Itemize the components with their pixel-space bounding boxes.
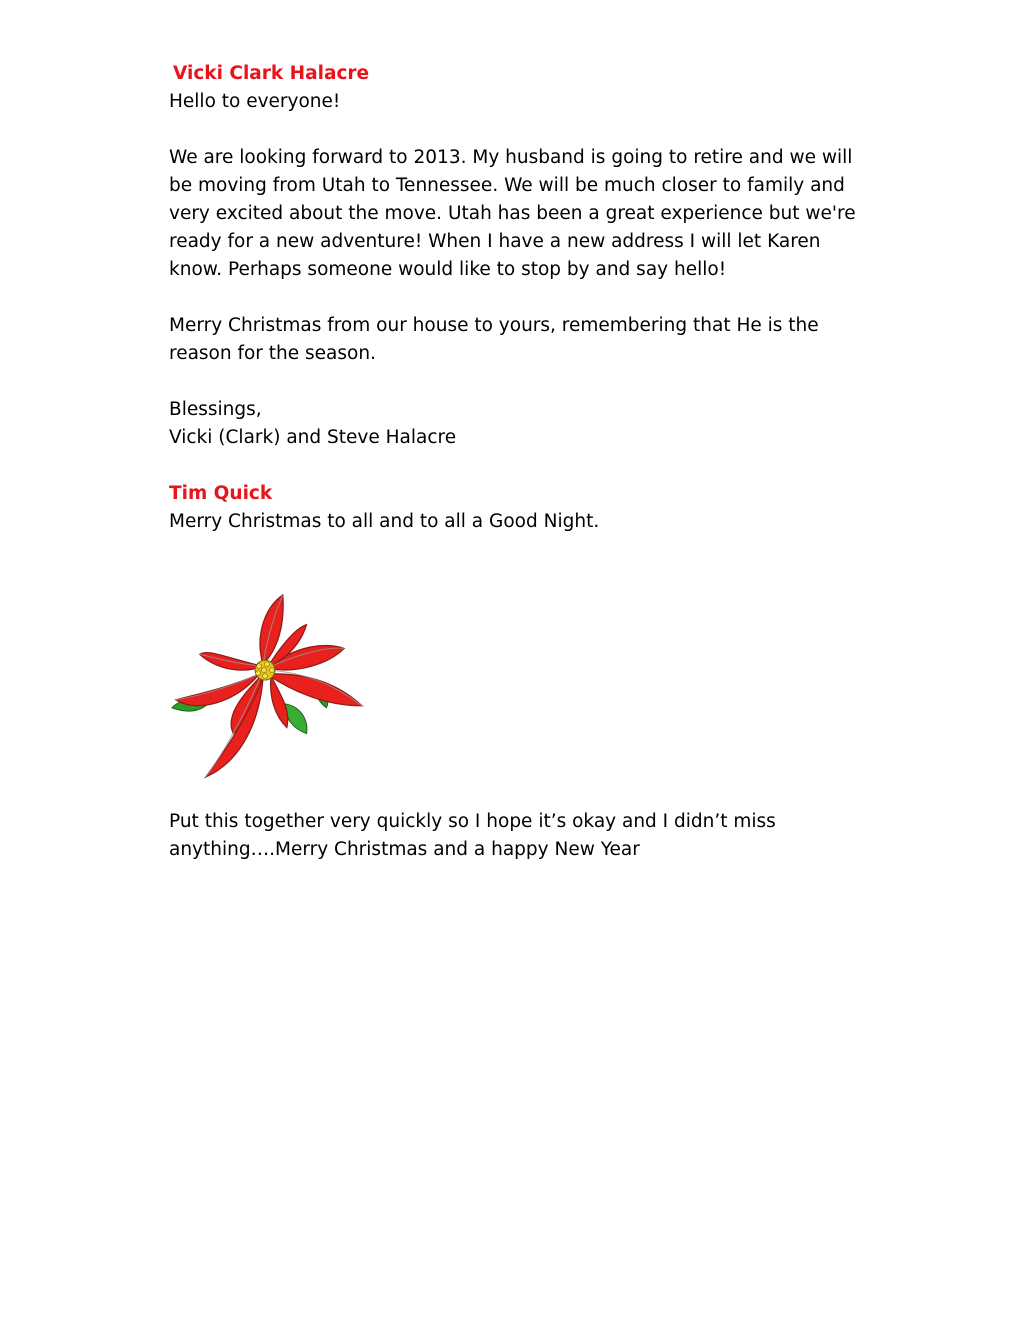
entry-line: Blessings, (169, 399, 262, 420)
poinsettia-icon (168, 588, 366, 784)
spacer (169, 284, 889, 312)
entry-line: Hello to everyone! (169, 91, 341, 112)
entry-line: reason for the season. (169, 343, 376, 364)
closing-line: Put this together very quickly so I hope it’s okay and I didn’t miss (169, 811, 776, 832)
spacer (169, 368, 889, 396)
entry-line: Merry Christmas from our house to yours, remembering that He is the (169, 315, 819, 336)
entry-name-vicki: Vicki Clark Halacre (173, 63, 370, 84)
entry-name-tim: Tim Quick (169, 483, 273, 504)
entry-line: Merry Christmas to all and to all a Good Night. (169, 511, 600, 532)
spacer (169, 452, 889, 480)
closing-note (169, 808, 889, 864)
entry-line: ready for a new adventure! When I have a new address I will let Karen (169, 231, 821, 252)
entry-line: very excited about the move. Utah has been a great experience but we're (169, 203, 856, 224)
letter-body (169, 60, 889, 536)
entry-line: We are looking forward to 2013. My husband is going to retire and we will (169, 147, 853, 168)
spacer (169, 116, 889, 144)
entry-line: be moving from Utah to Tennessee. We will be much closer to family and (169, 175, 845, 196)
entry-line: know. Perhaps someone would like to stop by and say hello! (169, 259, 727, 280)
entry-line: Vicki (Clark) and Steve Halacre (169, 427, 457, 448)
closing-line: anything….Merry Christmas and a happy New Year (169, 839, 640, 860)
